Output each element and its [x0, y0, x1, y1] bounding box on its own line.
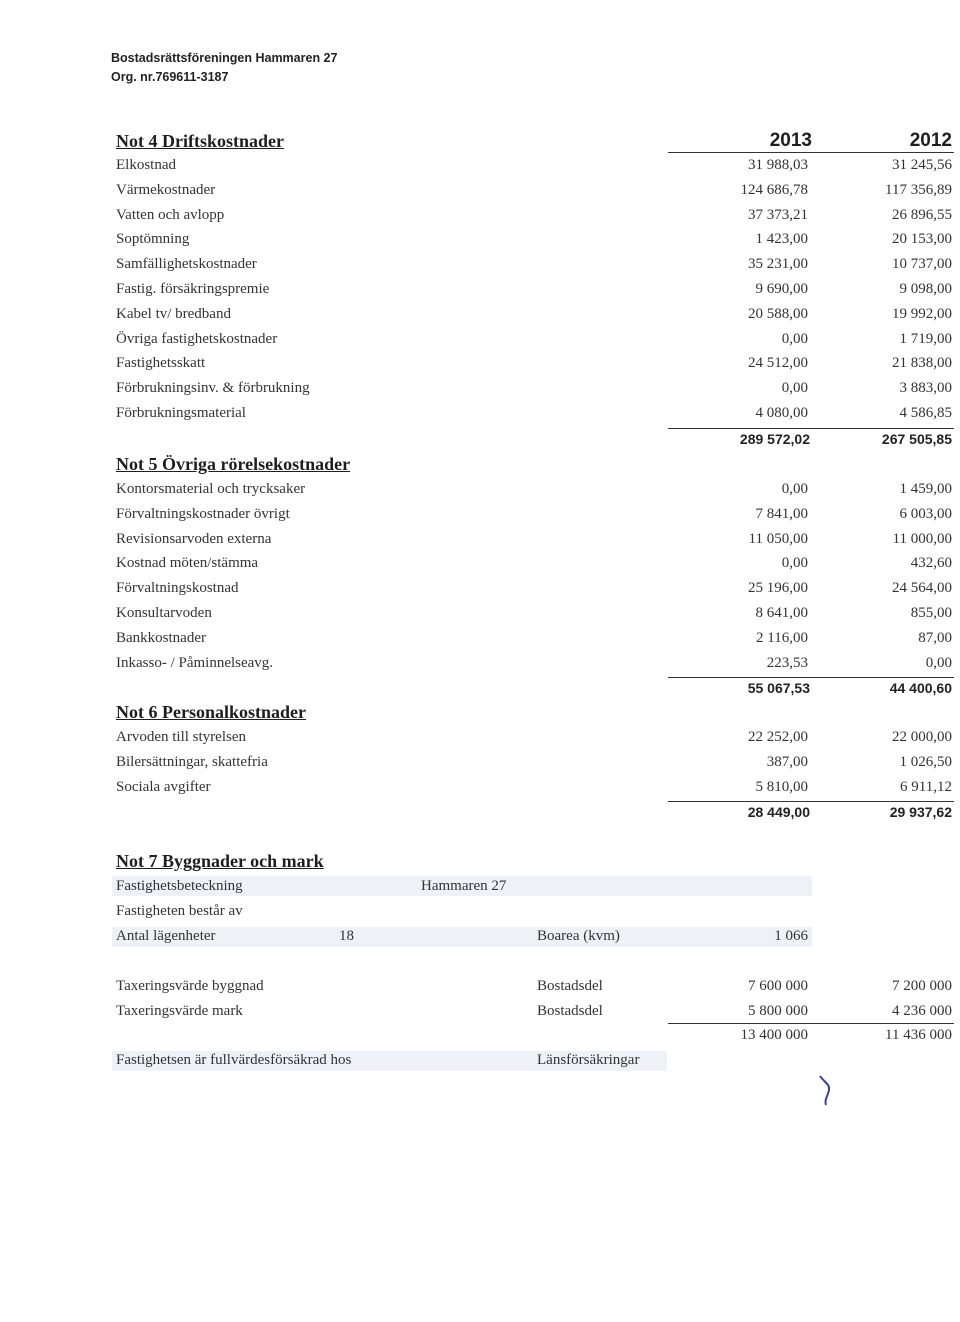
tax-row-label: Taxeringsvärde byggnad — [116, 978, 264, 994]
tax-row-type: Bostadsdel — [537, 978, 603, 994]
fastighetsbeteckning-label: Fastighetsbeteckning — [116, 878, 243, 894]
note4-total-rule — [668, 428, 954, 429]
header-rule — [668, 152, 954, 153]
row-value-previous: 0,00 — [925, 654, 952, 671]
row-label: Kabel tv/ bredband — [116, 305, 231, 322]
row-value-current: 25 196,00 — [748, 580, 808, 597]
row-value-previous: 9 098,00 — [899, 281, 952, 297]
tax-row-value-current: 5 800 000 — [748, 1002, 808, 1019]
note6-total-rule — [668, 801, 954, 802]
row-value-current: 0,00 — [781, 555, 808, 572]
fastigheten-bestar-label: Fastigheten består av — [116, 903, 243, 919]
row-label: Övriga fastighetskostnader — [116, 330, 278, 347]
row-label: Kontorsmaterial och trycksaker — [116, 481, 306, 497]
row-label: Förvaltningskostnad — [116, 580, 239, 597]
handwritten-mark-icon — [814, 1072, 838, 1108]
tax-total-current: 13 400 000 — [740, 1027, 808, 1043]
row-label: Sociala avgifter — [116, 778, 211, 795]
row-label: Bankkostnader — [116, 629, 206, 646]
organization-number: Org. nr.769611-3187 — [111, 70, 229, 84]
row-value-previous: 21 838,00 — [892, 355, 952, 372]
row-value-previous: 19 992,00 — [892, 305, 952, 322]
note7-heading: Not 7 Byggnader och mark — [116, 851, 324, 871]
row-value-previous: 4 586,85 — [899, 405, 952, 421]
row-value-previous: 31 245,56 — [892, 157, 952, 173]
row-value-current: 20 588,00 — [748, 305, 808, 322]
row-label: Fastig. försäkringspremie — [116, 281, 270, 297]
tax-row-value-previous: 4 236 000 — [892, 1002, 952, 1019]
row-label: Förbrukningsmaterial — [116, 405, 246, 421]
row-value-current: 0,00 — [781, 481, 808, 497]
row-value-previous: 87,00 — [918, 629, 952, 646]
row-value-previous: 432,60 — [910, 555, 952, 572]
antal-lagenheter-value: 18 — [339, 928, 354, 944]
note5-total-rule — [668, 677, 954, 678]
note6-total-previous: 29 937,62 — [889, 804, 952, 820]
row-value-previous: 24 564,00 — [892, 580, 952, 597]
row-value-previous: 6 911,12 — [900, 778, 952, 795]
row-value-current: 24 512,00 — [748, 355, 808, 372]
row-value-previous: 1 459,00 — [899, 481, 952, 497]
row-value-current: 35 231,00 — [748, 256, 808, 273]
year-header-previous: 2012 — [909, 130, 952, 151]
tax-total-previous: 11 436 000 — [885, 1027, 952, 1043]
row-label: Vatten och avlopp — [116, 206, 225, 223]
fastighetsbeteckning-value: Hammaren 27 — [421, 878, 507, 894]
row-label: Bilersättningar, skattefria — [116, 753, 268, 770]
insured-company: Länsförsäkringar — [537, 1052, 640, 1068]
row-label: Elkostnad — [116, 157, 176, 173]
row-value-current: 31 988,03 — [748, 157, 808, 173]
row-label: Fastighetsskatt — [116, 355, 206, 372]
row-label: Konsultarvoden — [116, 605, 212, 621]
boarea-label: Boarea (kvm) — [537, 928, 620, 944]
note6-heading: Not 6 Personalkostnader — [116, 702, 306, 722]
row-value-previous: 855,00 — [910, 605, 952, 621]
note4-total-current: 289 572,02 — [739, 431, 810, 447]
row-value-current: 223,53 — [766, 654, 808, 671]
row-label: Förvaltningskostnader övrigt — [116, 505, 290, 522]
row-label: Värmekostnader — [116, 181, 216, 198]
row-value-previous: 22 000,00 — [892, 729, 952, 745]
row-value-current: 124 686,78 — [740, 181, 808, 198]
row-value-current: 2 116,00 — [756, 629, 808, 646]
antal-lagenheter-label: Antal lägenheter — [116, 928, 216, 944]
row-value-current: 4 080,00 — [755, 405, 808, 421]
row-value-previous: 117 356,89 — [885, 181, 952, 198]
tax-row-label: Taxeringsvärde mark — [116, 1002, 243, 1019]
row-label: Revisionsarvoden externa — [116, 530, 272, 547]
row-label: Inkasso- / Påminnelseavg. — [116, 654, 274, 671]
tax-row-value-previous: 7 200 000 — [892, 978, 952, 994]
row-value-current: 5 810,00 — [755, 778, 808, 795]
row-label: Soptömning — [116, 231, 190, 248]
row-label: Arvoden till styrelsen — [116, 729, 246, 745]
tax-row-type: Bostadsdel — [537, 1002, 603, 1019]
year-header-current: 2013 — [769, 130, 812, 151]
organization-name: Bostadsrättsföreningen Hammaren 27 — [111, 51, 338, 65]
row-value-previous: 26 896,55 — [892, 206, 952, 223]
row-value-previous: 1 026,50 — [899, 753, 952, 770]
row-label: Förbrukningsinv. & förbrukning — [116, 380, 310, 397]
row-value-previous: 11 000,00 — [892, 530, 952, 547]
row-value-current: 387,00 — [766, 753, 808, 770]
note6-total-current: 28 449,00 — [747, 804, 810, 820]
row-value-previous: 6 003,00 — [899, 505, 952, 522]
row-value-previous: 1 719,00 — [899, 330, 952, 347]
row-value-current: 9 690,00 — [755, 281, 808, 297]
row-value-previous: 20 153,00 — [892, 231, 952, 248]
tax-row-value-current: 7 600 000 — [748, 978, 808, 994]
row-value-current: 8 641,00 — [755, 605, 808, 621]
row-value-current: 22 252,00 — [748, 729, 808, 745]
row-label: Samfällighetskostnader — [116, 256, 257, 273]
row-value-current: 11 050,00 — [748, 530, 808, 547]
row-value-current: 7 841,00 — [755, 505, 808, 522]
row-value-current: 1 423,00 — [755, 231, 808, 248]
row-value-previous: 10 737,00 — [892, 256, 952, 273]
row-value-current: 0,00 — [781, 380, 808, 397]
row-value-current: 0,00 — [781, 330, 808, 347]
boarea-value: 1 066 — [774, 928, 808, 944]
note4-total-previous: 267 505,85 — [881, 431, 952, 447]
note5-heading: Not 5 Övriga rörelsekostnader — [116, 454, 351, 474]
insured-label: Fastighetsen är fullvärdesförsäkrad hos — [116, 1052, 352, 1068]
note5-total-current: 55 067,53 — [747, 680, 810, 696]
row-value-previous: 3 883,00 — [899, 380, 952, 397]
note5-total-previous: 44 400,60 — [889, 680, 952, 696]
row-label: Kostnad möten/stämma — [116, 555, 259, 572]
row-value-current: 37 373,21 — [748, 206, 808, 223]
note4-heading: Not 4 Driftskostnader — [116, 131, 284, 151]
tax-total-rule — [668, 1023, 954, 1024]
